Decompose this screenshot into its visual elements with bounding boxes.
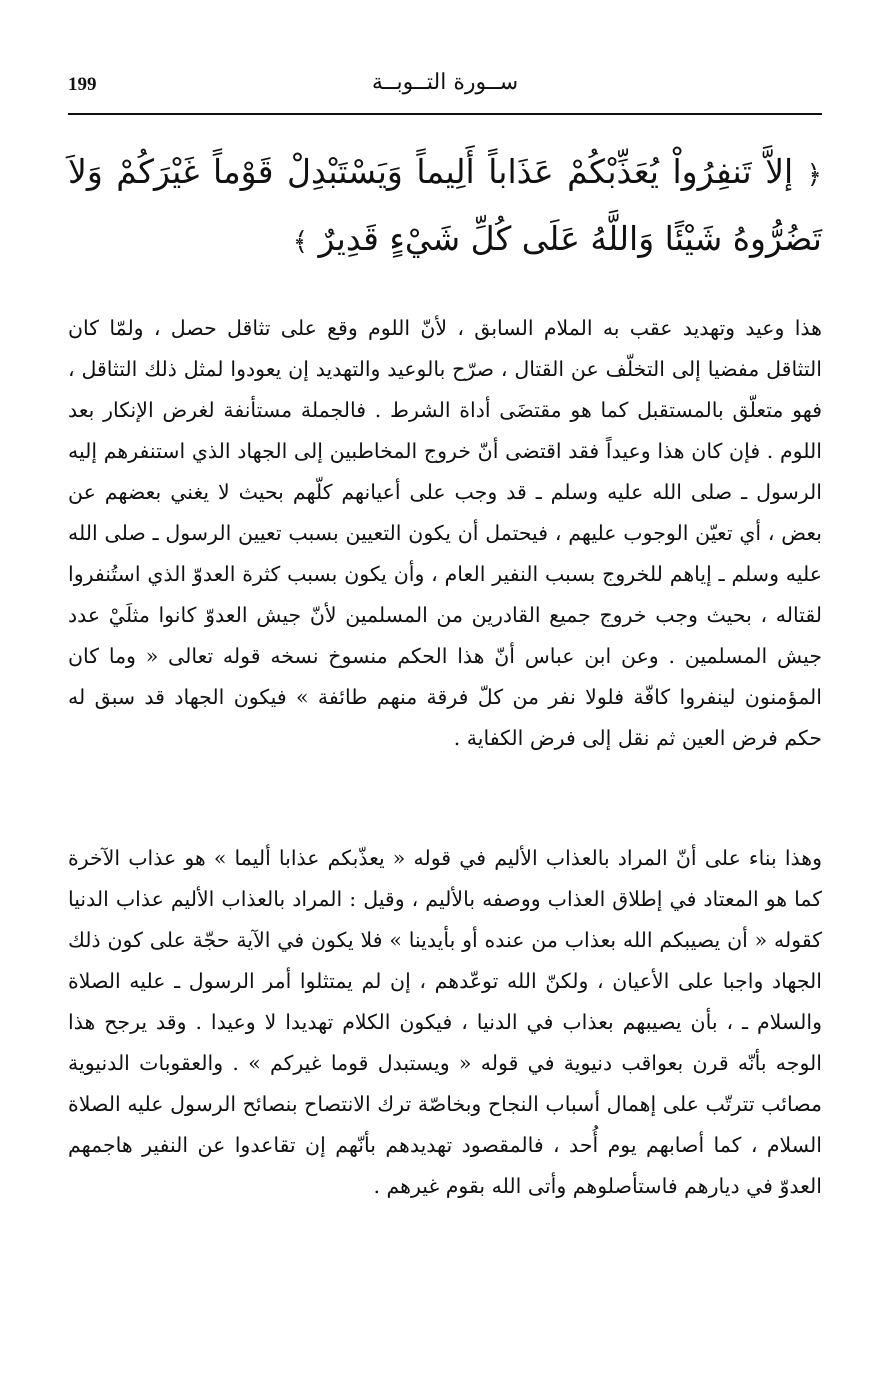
verse-open-ornament: ﴿ <box>806 160 822 190</box>
verse-close-ornament: ﴾ <box>292 227 308 257</box>
header-divider <box>68 113 822 115</box>
commentary-paragraph-2: وهذا بناء على أنّ المراد بالعذاب الأليم في قوله « يعذّبكم عذابا أليما » هو عذاب الآخرة كما هو المعتاد في إطلاق العذاب ووصفه بالأليم ، وقيل : المراد بالعذاب الأليم عذاب الدنيا كقوله « أن يصيبكم الله بعذاب من عنده أو بأيدينا » فلا يكون في الآية حجّة على كون ذلك الجهاد واجبا على الأعيان ، ولكنّ الله توعّدهم ، إن لم يمتثلوا أمر الرسول ـ عليه الصلاة والسلام ـ ، بأن يصيبهم بعذاب في الدنيا ، فيكون الكلام تهديدا لا وعيدا . وقد يرجح هذا الوجه بأنّه قرن بعواقب دنيوية في قوله « ويستبدل قوما غيركم » . والعقوبات الدنيوية مصائب تترتّب على إهمال أسباب النجاح وبخاصّة ترك الانتصاح بنصائح الرسول عليه الصلاة السلام ، كما أصابهم يوم أُحد ، فالمقصود تهديدهم بأنّهم إن تقاعدوا عن النفير هاجمهم العدوّ في ديارهم فاستأصلوهم وأتى الله بقوم غيرهم . <box>68 846 822 1198</box>
surah-title: ســورة التــوبــة <box>371 70 519 95</box>
quran-verse <box>68 140 822 274</box>
commentary-paragraph-1: هذا وعيد وتهديد عقب به الملام السابق ، لأنّ اللوم وقع على تثاقل حصل ، ولمّا كان التثاقل مفضيا إلى التخلّف عن القتال ، صرّح بالوعيد والتهديد إن يعودوا لمثل ذلك التثاقل ، فهو متعلّق بالمستقبل كما هو مقتضَى أداة الشرط . فالجملة مستأنفة لغرض الإنكار بعد اللوم . فإن كان هذا وعيداً فقد اقتضى أنّ خروج المخاطبين إلى الجهاد الذي استنفرهم إليه الرسول ـ صلى الله عليه وسلم ـ قد وجب على أعيانهم كلّهم بحيث لا يغني بعضهم عن بعض ، أي تعيّن الوجوب عليهم ، فيحتمل أن يكون التعيين بسبب تعيين الرسول ـ صلى الله عليه وسلم ـ إياهم للخروج بسبب النفير العام ، وأن يكون بسبب كثرة العدوّ الذي استُنفروا لقتاله ، بحيث وجب خروج جميع القادرين من المسلمين لأنّ جيش العدوّ كانوا مثلَيْ عدد جيش المسلمين . وعن ابن عباس أنّ هذا الحكم منسوخ نسخه قوله تعالى « وما كان المؤمنون لينفروا كافّة فلولا نفر من كلّ فرقة منهم طائفة » فيكون الجهاد قد سبق له حكم فرض العين ثم نقل إلى فرض الكفاية . <box>68 316 822 750</box>
verse-text: إلاَّ تَنفِرُواْ يُعَذِّبْكُمْ عَذَاباً أَلِيماً وَيَسْتَبْدِلْ قَوْماً غَيْرَكُمْ وَلاَ تَضُرُّوهُ شَيْئًا وَاللَّهُ عَلَى كُلِّ شَيْءٍ قَدِيرٌ <box>68 152 822 258</box>
page-number: 199 <box>68 74 97 95</box>
page-header <box>68 66 822 106</box>
